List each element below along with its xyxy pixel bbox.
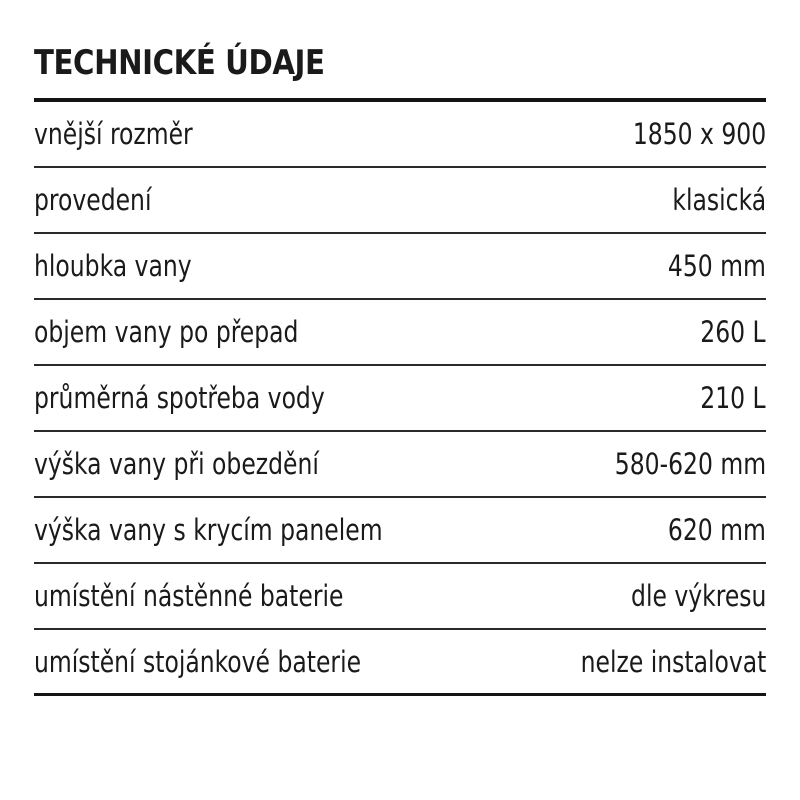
spec-value: 1850 x 900 — [632, 117, 766, 151]
spec-row-standing-faucet — [34, 630, 766, 696]
spec-value: 620 mm — [667, 513, 766, 547]
spec-value: nelze instalovat — [580, 644, 766, 679]
spec-label: výška vany při obezdění — [34, 447, 319, 481]
spec-value: 580-620 mm — [614, 447, 766, 481]
spec-value: 450 mm — [667, 249, 766, 283]
spec-label: průměrná spotřeba vody — [34, 381, 325, 415]
spec-row-height-walled — [34, 432, 766, 498]
spec-value: klasická — [672, 183, 766, 217]
spec-label: objem vany po přepad — [34, 315, 299, 349]
spec-value: 210 L — [700, 381, 766, 415]
spec-label: vnější rozměr — [34, 117, 193, 151]
spec-label: výška vany s krycím panelem — [34, 513, 383, 547]
technical-data-sheet — [34, 38, 766, 696]
spec-row-outer-dimension — [34, 102, 766, 168]
spec-row-design — [34, 168, 766, 234]
page-title: TECHNICKÉ ÚDAJE — [34, 43, 325, 83]
spec-row-wall-faucet — [34, 564, 766, 630]
spec-row-water-consumption — [34, 366, 766, 432]
spec-label: provedení — [34, 183, 152, 217]
spec-label: hloubka vany — [34, 249, 192, 283]
spec-row-overflow-volume — [34, 300, 766, 366]
spec-row-height-panel — [34, 498, 766, 564]
spec-row-tub-depth — [34, 234, 766, 300]
spec-table — [34, 102, 766, 696]
spec-value: 260 L — [700, 315, 766, 349]
spec-label: umístění nástěnné baterie — [34, 579, 344, 613]
spec-label: umístění stojánkové baterie — [34, 644, 362, 679]
spec-value: dle výkresu — [630, 579, 766, 613]
